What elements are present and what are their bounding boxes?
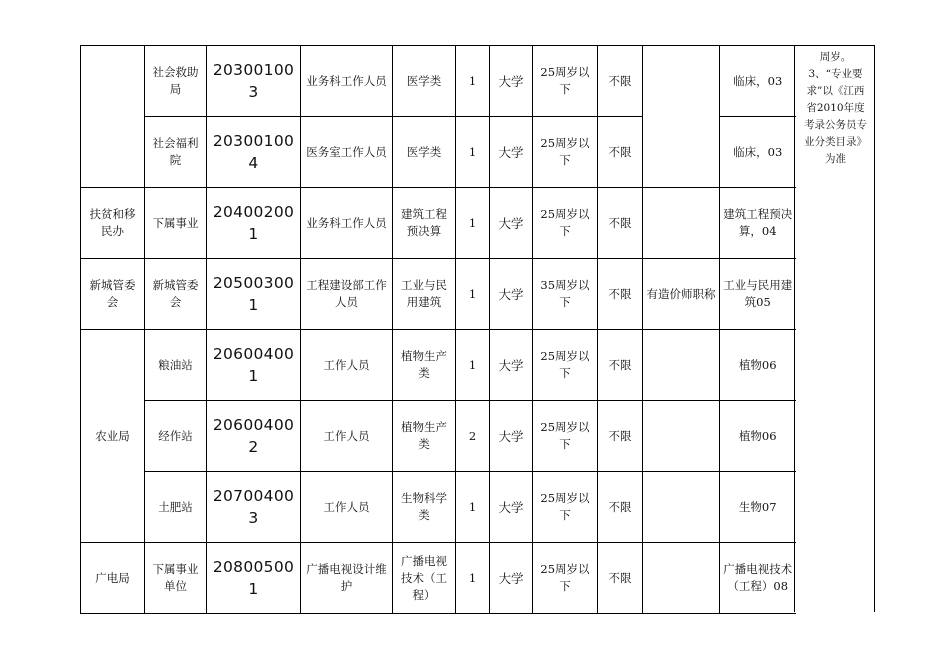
major-cell: 工业与民用建筑 [393, 259, 456, 330]
gender-cell: 不限 [598, 330, 643, 401]
recruitment-table [80, 45, 796, 614]
position-cell: 工作人员 [301, 401, 393, 472]
code-cell: 20400200 1 [207, 188, 301, 259]
unit-cell: 粮油站 [145, 330, 207, 401]
remarks-column [794, 45, 875, 612]
code-cell: 20800500 1 [207, 543, 301, 614]
code-cell: 20600400 1 [207, 330, 301, 401]
education-cell: 大学 [490, 543, 533, 614]
count-cell: 1 [456, 259, 490, 330]
code-cell: 20300100 3 [207, 46, 301, 117]
dept-cell: 新城管委会 [81, 259, 145, 330]
exam-major-cell: 植物06 [720, 401, 796, 472]
position-cell: 工程建设部工作人员 [301, 259, 393, 330]
exam-major-cell: 生物07 [720, 472, 796, 543]
gender-cell: 不限 [598, 472, 643, 543]
code-cell: 20700400 3 [207, 472, 301, 543]
age-cell: 25周岁以下 [533, 188, 598, 259]
table-row [81, 188, 796, 259]
age-cell: 25周岁以下 [533, 543, 598, 614]
age-cell: 25周岁以下 [533, 46, 598, 117]
exam-major-cell: 工业与民用建筑05 [720, 259, 796, 330]
dept-cell: 农业局 [81, 330, 145, 543]
other-cell [643, 472, 720, 543]
unit-cell: 土肥站 [145, 472, 207, 543]
gender-cell: 不限 [598, 46, 643, 117]
count-cell: 1 [456, 543, 490, 614]
code-cell: 20300100 4 [207, 117, 301, 188]
count-cell: 1 [456, 330, 490, 401]
age-cell: 25周岁以下 [533, 401, 598, 472]
gender-cell: 不限 [598, 401, 643, 472]
table-row [81, 46, 796, 117]
major-cell: 建筑工程预决算 [393, 188, 456, 259]
age-cell: 25周岁以下 [533, 117, 598, 188]
exam-major-cell: 临床，03 [720, 46, 796, 117]
remarks-text: 周岁。 3、“专业要求”以《江西省2010年度考录公务员专业分类目录》为准 [804, 51, 867, 165]
table-row [81, 330, 796, 401]
other-cell [643, 543, 720, 614]
table-row [81, 401, 796, 472]
position-cell: 医务室工作人员 [301, 117, 393, 188]
education-cell: 大学 [490, 472, 533, 543]
dept-cell: 扶贫和移民办 [81, 188, 145, 259]
gender-cell: 不限 [598, 117, 643, 188]
unit-cell: 经作站 [145, 401, 207, 472]
unit-cell: 社会福利院 [145, 117, 207, 188]
gender-cell: 不限 [598, 543, 643, 614]
age-cell: 25周岁以下 [533, 472, 598, 543]
education-cell: 大学 [490, 330, 533, 401]
exam-major-cell: 广播电视技术（工程）08 [720, 543, 796, 614]
position-cell: 业务科工作人员 [301, 188, 393, 259]
gender-cell: 不限 [598, 188, 643, 259]
table-row [81, 543, 796, 614]
major-cell: 植物生产类 [393, 330, 456, 401]
table-row [81, 472, 796, 543]
education-cell: 大学 [490, 259, 533, 330]
unit-cell: 下属事业 [145, 188, 207, 259]
dept-cell [81, 46, 145, 188]
gender-cell: 不限 [598, 259, 643, 330]
major-cell: 植物生产类 [393, 401, 456, 472]
major-cell: 医学类 [393, 46, 456, 117]
unit-cell: 社会救助局 [145, 46, 207, 117]
education-cell: 大学 [490, 46, 533, 117]
age-cell: 35周岁以下 [533, 259, 598, 330]
major-cell: 生物科学类 [393, 472, 456, 543]
other-cell [643, 330, 720, 401]
count-cell: 1 [456, 46, 490, 117]
other-cell: 有造价师职称 [643, 259, 720, 330]
exam-major-cell: 植物06 [720, 330, 796, 401]
position-cell: 工作人员 [301, 472, 393, 543]
count-cell: 2 [456, 401, 490, 472]
position-cell: 广播电视设计维护 [301, 543, 393, 614]
unit-cell: 下属事业单位 [145, 543, 207, 614]
code-cell: 20500300 1 [207, 259, 301, 330]
major-cell: 医学类 [393, 117, 456, 188]
count-cell: 1 [456, 188, 490, 259]
education-cell: 大学 [490, 188, 533, 259]
age-cell: 25周岁以下 [533, 330, 598, 401]
table-row [81, 259, 796, 330]
other-cell [643, 188, 720, 259]
dept-cell: 广电局 [81, 543, 145, 614]
education-cell: 大学 [490, 401, 533, 472]
major-cell: 广播电视技术（工程） [393, 543, 456, 614]
exam-major-cell: 临床，03 [720, 117, 796, 188]
other-cell [643, 46, 720, 188]
position-cell: 工作人员 [301, 330, 393, 401]
position-cell: 业务科工作人员 [301, 46, 393, 117]
other-cell [643, 401, 720, 472]
count-cell: 1 [456, 117, 490, 188]
education-cell: 大学 [490, 117, 533, 188]
unit-cell: 新城管委会 [145, 259, 207, 330]
count-cell: 1 [456, 472, 490, 543]
code-cell: 20600400 2 [207, 401, 301, 472]
exam-major-cell: 建筑工程预决算，04 [720, 188, 796, 259]
